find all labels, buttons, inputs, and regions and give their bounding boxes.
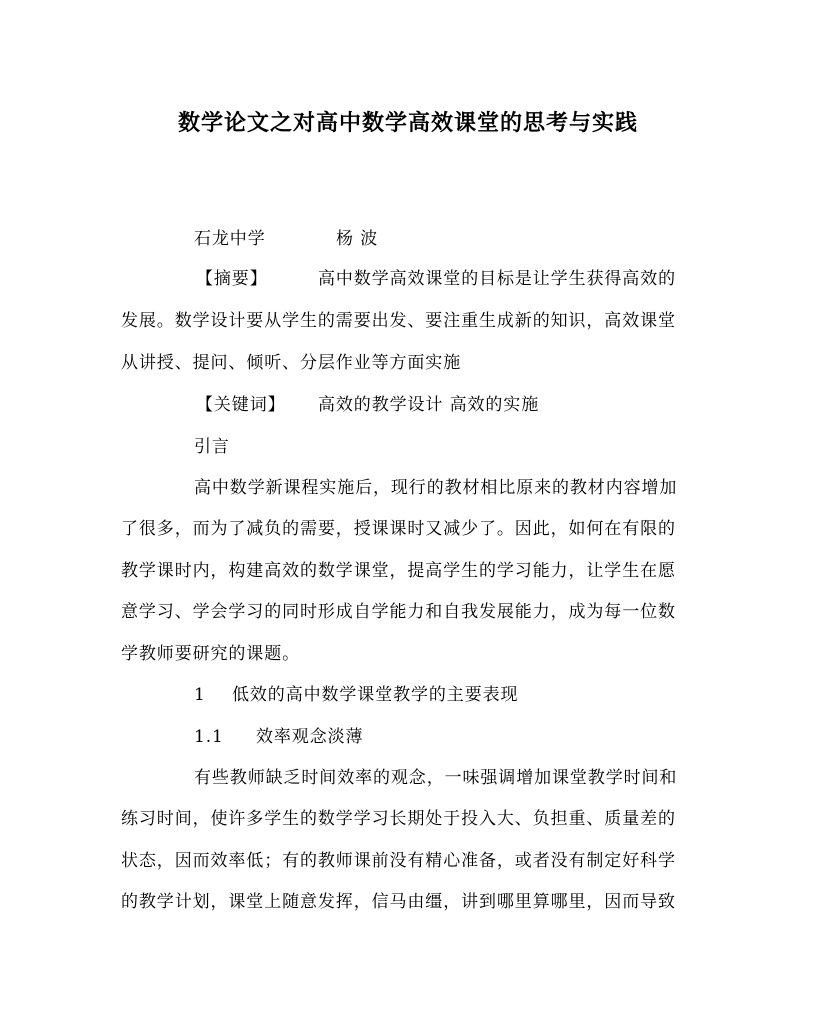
section-1-1-number: 1.1 — [194, 727, 224, 747]
keywords-text: 高效的教学设计 高效的实施 — [318, 395, 540, 415]
section-1-1-paragraph-line: 的教学计划，课堂上随意发挥，信马由缰，讲到哪里算哪里，因而导致 — [121, 892, 676, 912]
keywords-label: 【关键词】 — [196, 395, 286, 415]
intro-paragraph-line: 学教师要研究的课题。 — [121, 644, 300, 664]
intro-paragraph-line: 高中数学新课程实施后，现行的教材相比原来的教材内容增加 — [194, 478, 678, 498]
intro-paragraph-line: 意学习、学会学习的同时形成自学能力和自我发展能力，成为每一位数 — [121, 602, 676, 622]
abstract-label: 【摘要】 — [196, 269, 268, 289]
document-title: 数学论文之对高中数学高效课堂的思考与实践 — [177, 110, 638, 136]
section-1-title: 低效的高中数学课堂教学的主要表现 — [232, 685, 519, 705]
section-1-1-paragraph-line: 练习时间，使许多学生的数学学习长期处于投入大、负担重、质量差的 — [121, 809, 676, 829]
section-1-1-paragraph-line: 状态，因而效率低；有的教师课前没有精心准备，或者没有制定好科学 — [121, 851, 676, 871]
abstract-line-2: 发展。数学设计要从学生的需要出发、要注重生成新的知识，高效课堂 — [121, 311, 676, 331]
section-1-1-title: 效率观念淡薄 — [256, 727, 364, 747]
author-name: 杨 波 — [336, 229, 379, 249]
intro-paragraph-line: 了很多，而为了减负的需要，授课课时又减少了。因此，如何在有限的 — [121, 519, 676, 539]
section-1-1-paragraph-line: 有些教师缺乏时间效率的观念，一味强调增加课堂教学时间和 — [194, 768, 678, 788]
author-school: 石龙中学 — [194, 229, 266, 249]
intro-heading: 引言 — [194, 437, 230, 457]
intro-paragraph-line: 教学课时内，构建高效的数学课堂，提高学生的学习能力，让学生在愿 — [121, 561, 676, 581]
abstract-line-3: 从讲授、提问、倾听、分层作业等方面实施 — [121, 353, 462, 373]
abstract-line-1: 高中数学高效课堂的目标是让学生获得高效的 — [318, 269, 676, 289]
section-1-number: 1 — [194, 685, 206, 705]
